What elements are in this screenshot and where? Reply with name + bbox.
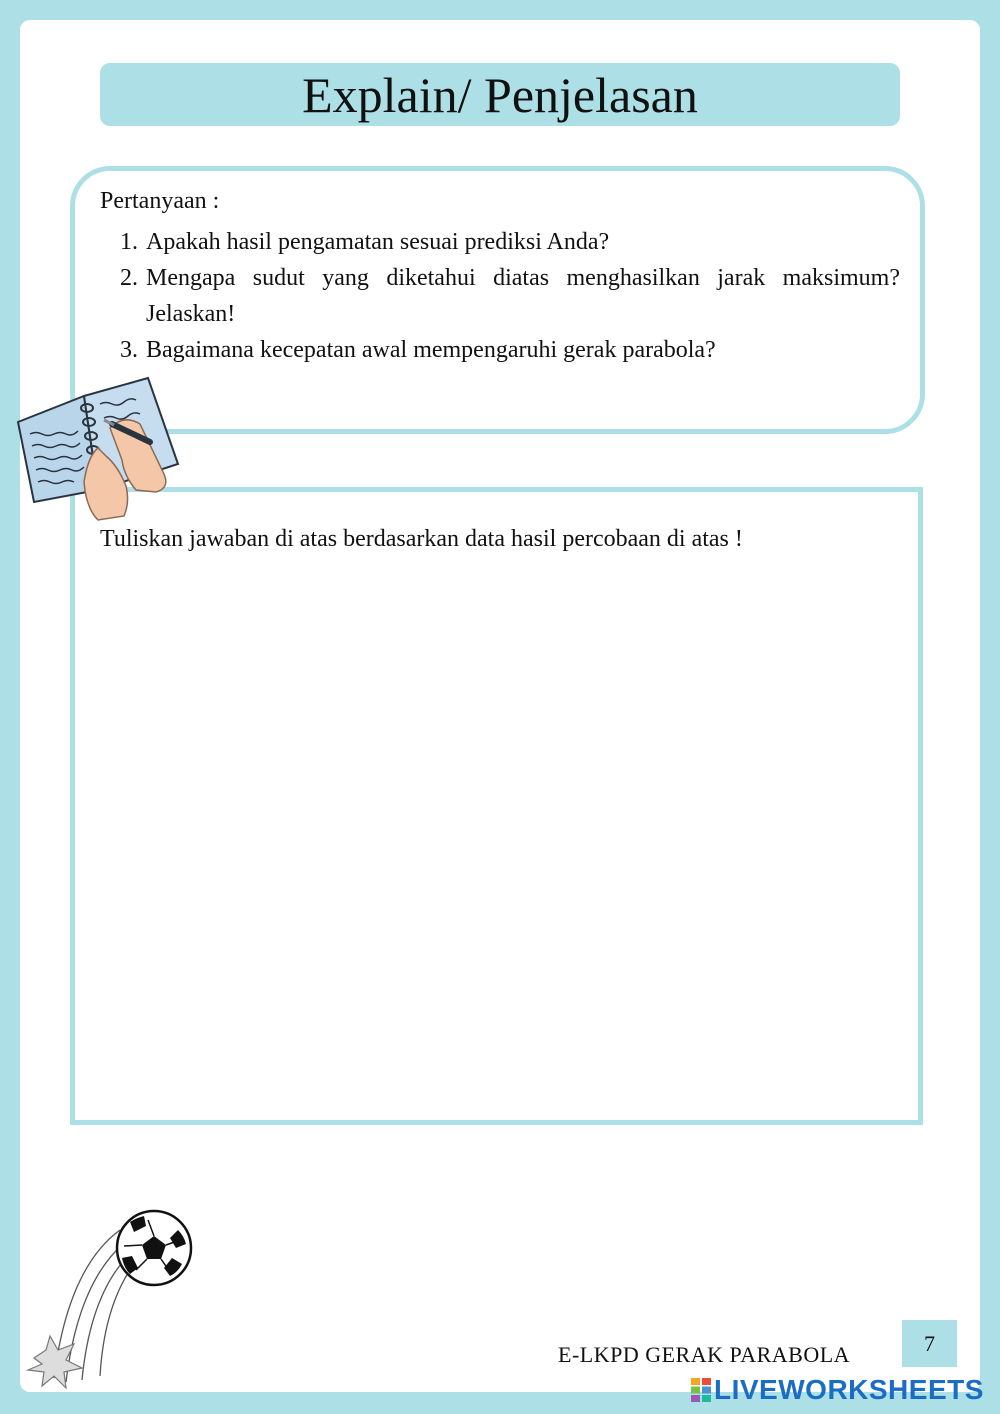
question-item: [120, 224, 900, 260]
page-number-box: [902, 1320, 957, 1367]
question-item: [120, 260, 900, 332]
question-text: Mengapa sudut yang diketahui diatas menghasilkan jarak maksimum? Jelaskan!: [146, 265, 900, 327]
liveworksheets-logo-icon: [691, 1378, 711, 1402]
footer-label: E-LKPD GERAK PARABOLA: [558, 1342, 851, 1367]
notebook-writing-illustration: [14, 372, 194, 527]
page-number: 7: [924, 1330, 935, 1356]
question-list: [120, 224, 900, 368]
liveworksheets-wordmark: LIVEWORKSHEETS: [714, 1374, 984, 1405]
question-number: 2.: [120, 265, 138, 291]
question-number: 3.: [120, 337, 138, 363]
question-heading: Pertanyaan :: [100, 188, 220, 214]
page-title: Explain/ Penjelasan: [302, 66, 698, 123]
answer-box[interactable]: [70, 487, 923, 1125]
question-text: Bagaimana kecepatan awal mempengaruhi gerak parabola?: [146, 337, 716, 363]
question-text: Apakah hasil pengamatan sesuai prediksi Anda?: [146, 229, 610, 255]
question-item: [120, 332, 900, 368]
soccer-ball-illustration: [20, 1200, 200, 1395]
question-number: 1.: [120, 229, 138, 255]
liveworksheets-logo[interactable]: [691, 1374, 984, 1406]
answer-instruction: Tuliskan jawaban di atas berdasarkan data hasil percobaan di atas !: [100, 526, 743, 552]
title-bar: [100, 63, 900, 126]
